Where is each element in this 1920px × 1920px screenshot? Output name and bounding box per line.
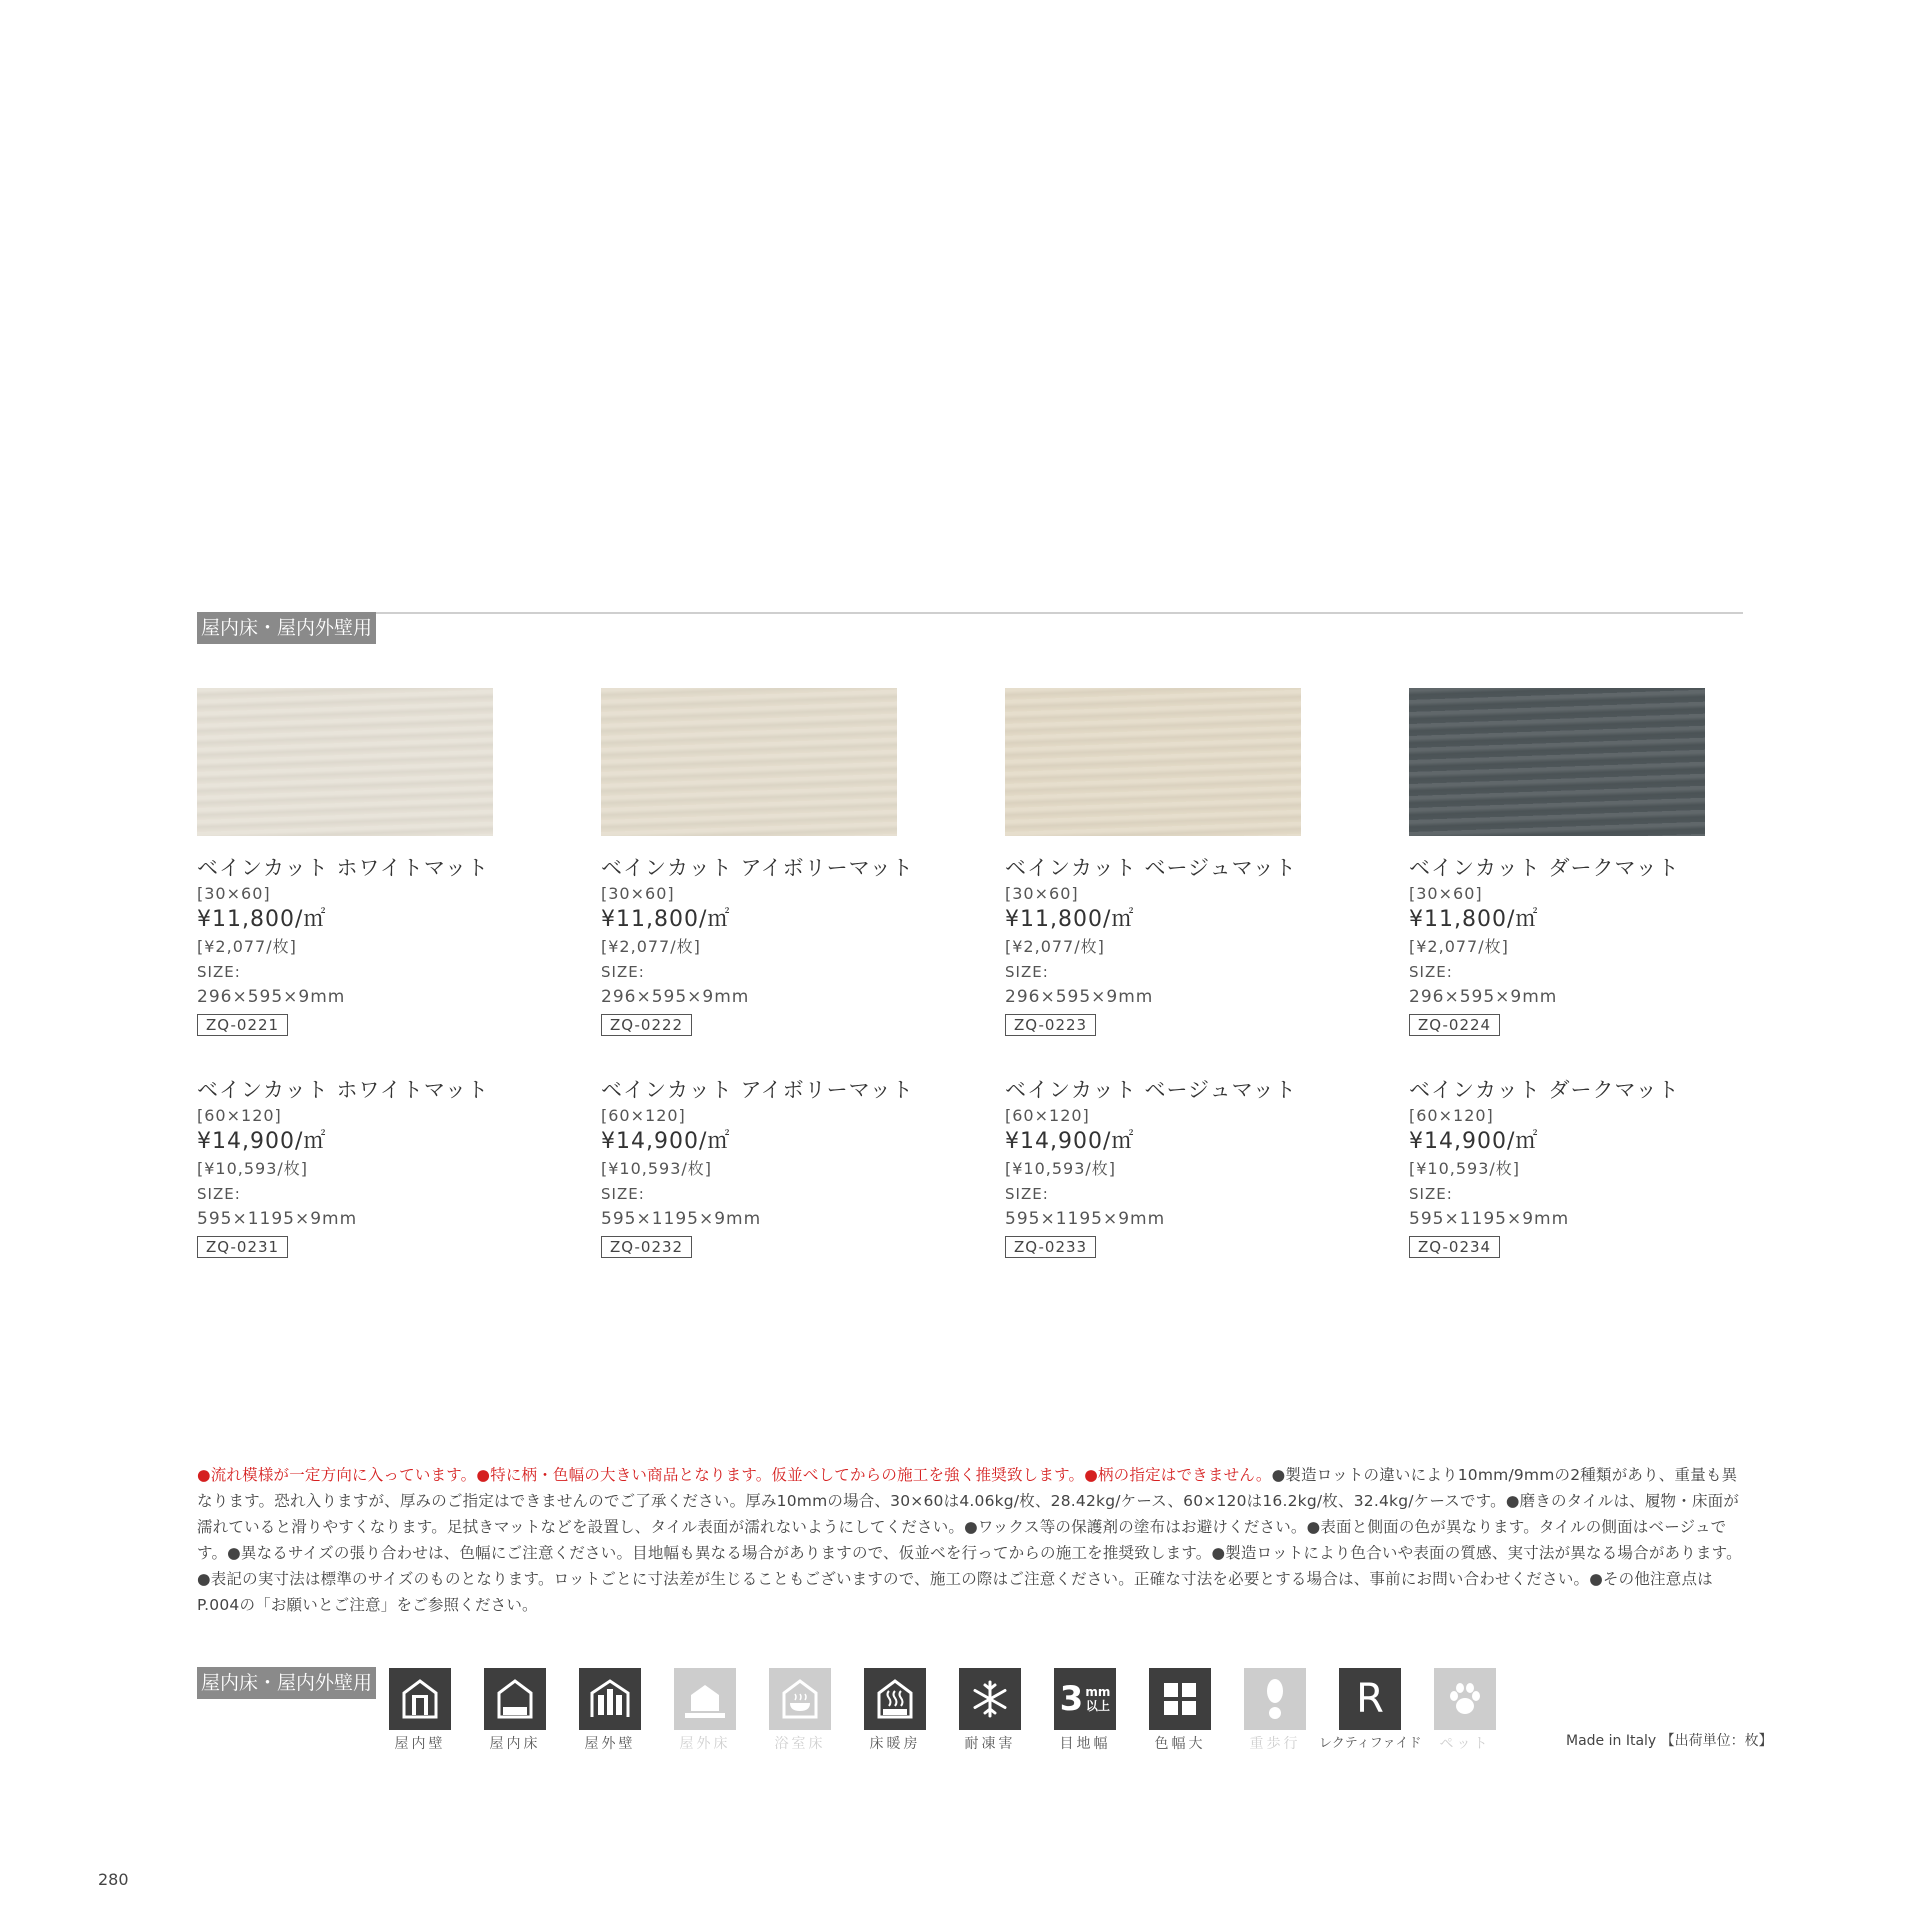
size-label: SIZE: <box>197 963 241 981</box>
product-dimensions: 296×595×9mm <box>1409 987 1558 1007</box>
usage-rectified <box>1319 1668 1422 1754</box>
made-in-note: Made in Italy 【出荷単位：枚】 <box>1566 1733 1773 1749</box>
icon-label: 床暖房 <box>869 1736 921 1752</box>
icon-label: 色幅大 <box>1154 1736 1206 1752</box>
section-divider <box>197 612 1743 614</box>
joint-width-icon <box>1054 1668 1116 1730</box>
joint-width-unit: mm <box>1085 1685 1111 1699</box>
product-code: ZQ-0233 <box>1005 1236 1096 1258</box>
product-unit-price: [¥10,593/枚] <box>601 1159 713 1178</box>
product-notes <box>197 1462 1747 1618</box>
floor-heating-icon <box>864 1668 926 1730</box>
size-label: SIZE: <box>1005 1185 1049 1203</box>
note-red-3: ●柄の指定はできません。 <box>1084 1466 1272 1484</box>
product-dimensions: 296×595×9mm <box>197 987 346 1007</box>
usage-indoor-floor <box>484 1668 546 1754</box>
footprint-icon <box>1244 1668 1306 1730</box>
product-card <box>1005 854 1335 1036</box>
icon-label: ペット <box>1439 1736 1491 1752</box>
product-card <box>197 854 527 1036</box>
product-card <box>601 1076 931 1258</box>
product-price: ¥11,800/㎡ <box>1409 907 1539 932</box>
product-unit-price: [¥2,077/枚] <box>1409 937 1509 956</box>
product-code: ZQ-0222 <box>601 1014 692 1036</box>
usage-frost-resistant <box>959 1668 1021 1754</box>
icon-label: 屋外壁 <box>584 1736 636 1752</box>
size-label: SIZE: <box>601 1185 645 1203</box>
paw-icon <box>1434 1668 1496 1730</box>
icon-label: 重歩行 <box>1249 1736 1301 1752</box>
product-dimensions: 595×1195×9mm <box>197 1209 358 1229</box>
usage-outdoor-wall <box>579 1668 641 1754</box>
outdoor-floor-icon <box>674 1668 736 1730</box>
product-dimensions: 595×1195×9mm <box>1409 1209 1570 1229</box>
bathroom-floor-icon <box>769 1668 831 1730</box>
product-dimensions: 296×595×9mm <box>1005 987 1154 1007</box>
product-code: ZQ-0221 <box>197 1014 288 1036</box>
section-tag: 屋内床・屋内外壁用 <box>197 612 376 644</box>
tile-swatch-dark <box>1409 688 1705 836</box>
product-card <box>197 1076 527 1258</box>
product-dimensions: 595×1195×9mm <box>601 1209 762 1229</box>
joint-width-sub: 以上 <box>1085 1699 1110 1713</box>
product-card <box>1409 1076 1739 1258</box>
icon-label: 屋外床 <box>679 1736 731 1752</box>
product-name: ベインカット ベージュマット <box>1005 856 1297 880</box>
icon-label: 浴室床 <box>774 1736 826 1752</box>
joint-width-number: 3 <box>1059 1679 1084 1719</box>
usage-bathroom-floor <box>769 1668 831 1754</box>
product-name: ベインカット アイボリーマット <box>601 1078 914 1102</box>
product-code: ZQ-0223 <box>1005 1014 1096 1036</box>
product-price: ¥11,800/㎡ <box>601 907 731 932</box>
size-label: SIZE: <box>601 963 645 981</box>
product-price: ¥11,800/㎡ <box>1005 907 1135 932</box>
size-label: SIZE: <box>1409 1185 1453 1203</box>
product-name: ベインカット アイボリーマット <box>601 856 914 880</box>
size-label: SIZE: <box>197 1185 241 1203</box>
note-text: ●製造ロットの違いにより10mm/9mmの2種類があり、重量も異なります。恐れ入りますが、厚みのご指定はできませんのでご了承ください。厚み10mmの場合、30×60は4.06kg/枚、28.42kg/ケース、60×120は16.2kg/枚、32.4kg/ケースです。●磨きのタイルは、履物・床面が濡れていると滑りやすくなります。足拭きマットなどを設置し、タイル表面が濡れないようにしてください。●ワックス等の保護剤の塗布はお避けください。●表面と側面の色が異なります。タイルの側面はベージュです。●異なるサイズの張り合わせは、色幅にご注意ください。目地幅も異なる場合がありますので、仮並べを行ってからの施工を推奨致します。●製造ロットにより色合いや表面の質感、実寸法が異なる場合があります。●表記の実寸法は標準のサイズのものとなります。ロットごとに寸法差が生じることもございますので、施工の際はご注意ください。正確な寸法を必要とする場合は、事前にお問い合わせください。●その他注意点はP.004の「お願いとご注意」をご参照ください。 <box>197 1466 1742 1614</box>
usage-joint-width <box>1054 1668 1116 1754</box>
usage-heavy-traffic <box>1244 1668 1306 1754</box>
icon-label: 目地幅 <box>1059 1736 1111 1752</box>
product-name: ベインカット ホワイトマット <box>197 856 489 880</box>
product-code: ZQ-0234 <box>1409 1236 1500 1258</box>
color-variation-icon <box>1149 1668 1211 1730</box>
rectified-icon <box>1339 1668 1401 1730</box>
product-size: [60×120] <box>601 1106 686 1125</box>
product-name: ベインカット ダークマット <box>1409 1078 1680 1102</box>
outdoor-wall-icon <box>579 1668 641 1730</box>
usage-indoor-wall <box>389 1668 451 1754</box>
product-size: [30×60] <box>601 884 675 903</box>
tile-swatch-white <box>197 688 493 836</box>
product-name: ベインカット ホワイトマット <box>197 1078 489 1102</box>
product-price: ¥11,800/㎡ <box>197 907 327 932</box>
product-name: ベインカット ダークマット <box>1409 856 1680 880</box>
size-label: SIZE: <box>1005 963 1049 981</box>
product-card <box>601 854 931 1036</box>
product-dimensions: 296×595×9mm <box>601 987 750 1007</box>
icon-label: 屋内床 <box>489 1736 541 1752</box>
product-card <box>1005 1076 1335 1258</box>
usage-pet <box>1434 1668 1496 1754</box>
product-unit-price: [¥10,593/枚] <box>1409 1159 1521 1178</box>
icon-label: レクティファイド <box>1319 1736 1422 1751</box>
product-size: [60×120] <box>1005 1106 1090 1125</box>
product-size: [30×60] <box>1409 884 1483 903</box>
product-price: ¥14,900/㎡ <box>1409 1129 1539 1154</box>
product-code: ZQ-0232 <box>601 1236 692 1258</box>
usage-color-variation <box>1149 1668 1211 1754</box>
note-red-2: ●特に柄・色幅の大きい商品となります。仮並べしてからの施工を強く推奨致します。 <box>476 1466 1085 1484</box>
product-size: [60×120] <box>197 1106 282 1125</box>
product-unit-price: [¥10,593/枚] <box>197 1159 309 1178</box>
tile-swatch-beige <box>1005 688 1301 836</box>
note-red-1: ●流れ模様が一定方向に入っています。 <box>197 1466 477 1484</box>
indoor-floor-icon <box>484 1668 546 1730</box>
product-price: ¥14,900/㎡ <box>197 1129 327 1154</box>
page-number: 280 <box>98 1870 129 1889</box>
product-unit-price: [¥10,593/枚] <box>1005 1159 1117 1178</box>
product-card <box>1409 854 1739 1036</box>
product-name: ベインカット ベージュマット <box>1005 1078 1297 1102</box>
usage-floor-heating <box>864 1668 926 1754</box>
tile-swatch-ivory <box>601 688 897 836</box>
icon-label: 耐凍害 <box>964 1736 1016 1752</box>
product-code: ZQ-0231 <box>197 1236 288 1258</box>
rectified-glyph: R <box>1356 1676 1384 1722</box>
product-size: [60×120] <box>1409 1106 1494 1125</box>
product-price: ¥14,900/㎡ <box>1005 1129 1135 1154</box>
snowflake-icon <box>959 1668 1021 1730</box>
product-dimensions: 595×1195×9mm <box>1005 1209 1166 1229</box>
product-size: [30×60] <box>1005 884 1079 903</box>
size-label: SIZE: <box>1409 963 1453 981</box>
product-price: ¥14,900/㎡ <box>601 1129 731 1154</box>
icon-label: 屋内壁 <box>394 1736 446 1752</box>
product-unit-price: [¥2,077/枚] <box>1005 937 1105 956</box>
indoor-wall-icon <box>389 1668 451 1730</box>
product-unit-price: [¥2,077/枚] <box>601 937 701 956</box>
usage-tag: 屋内床・屋内外壁用 <box>197 1667 376 1699</box>
product-code: ZQ-0224 <box>1409 1014 1500 1036</box>
product-size: [30×60] <box>197 884 271 903</box>
product-unit-price: [¥2,077/枚] <box>197 937 297 956</box>
usage-outdoor-floor <box>674 1668 736 1754</box>
